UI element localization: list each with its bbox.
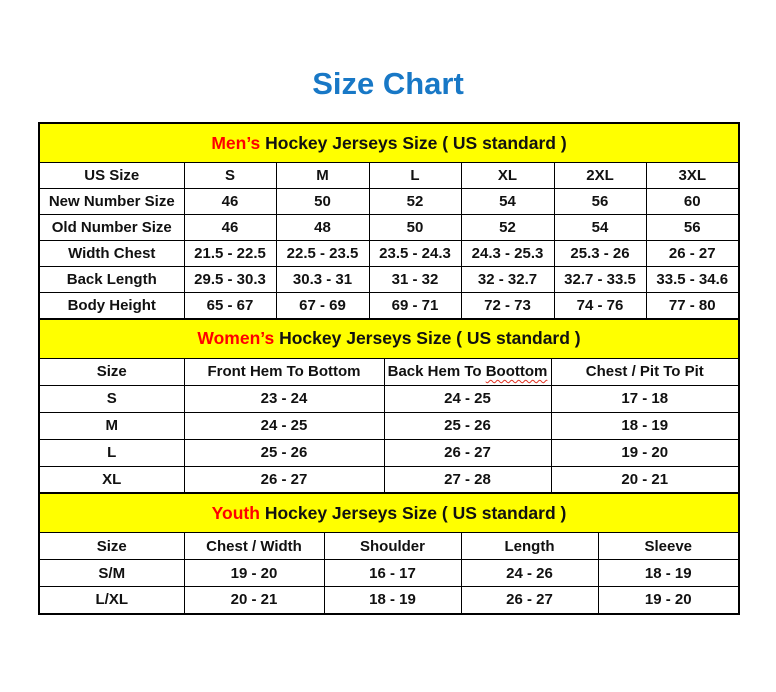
cell: 56 bbox=[554, 189, 646, 215]
cell: 19 - 20 bbox=[551, 439, 739, 466]
cell: 77 - 80 bbox=[646, 293, 739, 319]
table-row bbox=[39, 560, 739, 587]
table-row bbox=[39, 267, 739, 293]
row-label: Back Length bbox=[39, 267, 184, 293]
youth-col-header: Sleeve bbox=[598, 533, 739, 560]
row-label: Old Number Size bbox=[39, 215, 184, 241]
cell: 24.3 - 25.3 bbox=[461, 241, 554, 267]
table-row bbox=[39, 293, 739, 319]
misspelled-word: Boottom bbox=[485, 363, 548, 380]
youth-band-rest: Hockey Jerseys Size ( US standard ) bbox=[259, 502, 567, 523]
header-text: Back Hem To bbox=[387, 363, 486, 380]
cell: 50 bbox=[276, 189, 369, 215]
youth-section-band bbox=[39, 493, 739, 533]
mens-col-header: XL bbox=[461, 163, 554, 189]
mens-col-header: M bbox=[276, 163, 369, 189]
youth-col-header: Shoulder bbox=[324, 533, 461, 560]
youth-word: Youth bbox=[211, 502, 260, 523]
cell: 25 - 26 bbox=[384, 412, 551, 439]
cell: 20 - 21 bbox=[184, 587, 324, 614]
row-label: S bbox=[39, 385, 184, 412]
mens-col-header: S bbox=[184, 163, 276, 189]
cell: 50 bbox=[369, 215, 461, 241]
cell: 72 - 73 bbox=[461, 293, 554, 319]
cell: 26 - 27 bbox=[384, 439, 551, 466]
row-label: Body Height bbox=[39, 293, 184, 319]
youth-header-row bbox=[39, 533, 739, 560]
row-label: M bbox=[39, 412, 184, 439]
womens-section-band bbox=[39, 319, 739, 359]
table-row bbox=[39, 466, 739, 493]
youth-col-header: Chest / Width bbox=[184, 533, 324, 560]
youth-size-table bbox=[38, 492, 740, 615]
size-chart-sheet bbox=[38, 122, 738, 615]
row-label: XL bbox=[39, 466, 184, 493]
page-title: Size Chart bbox=[312, 66, 464, 101]
womens-band-rest: Hockey Jerseys Size ( US standard ) bbox=[274, 328, 581, 348]
cell: 26 - 27 bbox=[184, 466, 384, 493]
cell: 54 bbox=[554, 215, 646, 241]
cell: 16 - 17 bbox=[324, 560, 461, 587]
table-row bbox=[39, 587, 739, 614]
womens-word: Women’s bbox=[197, 328, 275, 348]
cell: 19 - 20 bbox=[184, 560, 324, 587]
cell: 33.5 - 34.6 bbox=[646, 267, 739, 293]
cell: 46 bbox=[184, 215, 276, 241]
table-row bbox=[39, 215, 739, 241]
mens-col-header: US Size bbox=[39, 163, 184, 189]
cell: 60 bbox=[646, 189, 739, 215]
cell: 56 bbox=[646, 215, 739, 241]
table-row bbox=[39, 439, 739, 466]
cell: 31 - 32 bbox=[369, 267, 461, 293]
womens-header-row bbox=[39, 358, 739, 385]
cell: 30.3 - 31 bbox=[276, 267, 369, 293]
cell: 23 - 24 bbox=[184, 385, 384, 412]
cell: 25.3 - 26 bbox=[554, 241, 646, 267]
cell: 18 - 19 bbox=[598, 560, 739, 587]
womens-col-header: Chest / Pit To Pit bbox=[551, 358, 739, 385]
mens-band-rest: Hockey Jerseys Size ( US standard ) bbox=[260, 132, 567, 153]
cell: 18 - 19 bbox=[324, 587, 461, 614]
row-label: Width Chest bbox=[39, 241, 184, 267]
cell: 48 bbox=[276, 215, 369, 241]
cell: 19 - 20 bbox=[598, 587, 739, 614]
cell: 67 - 69 bbox=[276, 293, 369, 319]
cell: 18 - 19 bbox=[551, 412, 739, 439]
mens-col-header: 3XL bbox=[646, 163, 739, 189]
table-row bbox=[39, 385, 739, 412]
cell: 46 bbox=[184, 189, 276, 215]
cell: 52 bbox=[461, 215, 554, 241]
table-row bbox=[39, 189, 739, 215]
cell: 32.7 - 33.5 bbox=[554, 267, 646, 293]
womens-col-header: Size bbox=[39, 358, 184, 385]
mens-col-header: L bbox=[369, 163, 461, 189]
cell: 17 - 18 bbox=[551, 385, 739, 412]
womens-col-header bbox=[384, 358, 551, 385]
cell: 74 - 76 bbox=[554, 293, 646, 319]
youth-section-title bbox=[39, 493, 739, 533]
cell: 65 - 67 bbox=[184, 293, 276, 319]
cell: 29.5 - 30.3 bbox=[184, 267, 276, 293]
row-label: L/XL bbox=[39, 587, 184, 614]
cell: 26 - 27 bbox=[646, 241, 739, 267]
womens-col-header: Front Hem To Bottom bbox=[184, 358, 384, 385]
cell: 25 - 26 bbox=[184, 439, 384, 466]
cell: 21.5 - 22.5 bbox=[184, 241, 276, 267]
cell: 69 - 71 bbox=[369, 293, 461, 319]
womens-size-table bbox=[38, 318, 740, 495]
cell: 54 bbox=[461, 189, 554, 215]
row-label: L bbox=[39, 439, 184, 466]
cell: 32 - 32.7 bbox=[461, 267, 554, 293]
cell: 52 bbox=[369, 189, 461, 215]
cell: 26 - 27 bbox=[461, 587, 598, 614]
cell: 20 - 21 bbox=[551, 466, 739, 493]
cell: 23.5 - 24.3 bbox=[369, 241, 461, 267]
youth-col-header: Length bbox=[461, 533, 598, 560]
row-label: New Number Size bbox=[39, 189, 184, 215]
cell: 27 - 28 bbox=[384, 466, 551, 493]
table-row bbox=[39, 412, 739, 439]
mens-section-title bbox=[39, 123, 739, 163]
womens-section-title bbox=[39, 319, 739, 359]
cell: 24 - 25 bbox=[184, 412, 384, 439]
mens-col-header: 2XL bbox=[554, 163, 646, 189]
mens-size-table bbox=[38, 122, 740, 320]
row-label: S/M bbox=[39, 560, 184, 587]
mens-header-row bbox=[39, 163, 739, 189]
cell: 24 - 25 bbox=[384, 385, 551, 412]
youth-col-header: Size bbox=[39, 533, 184, 560]
table-row bbox=[39, 241, 739, 267]
mens-word: Men’s bbox=[211, 132, 261, 153]
cell: 22.5 - 23.5 bbox=[276, 241, 369, 267]
mens-section-band bbox=[39, 123, 739, 163]
cell: 24 - 26 bbox=[461, 560, 598, 587]
